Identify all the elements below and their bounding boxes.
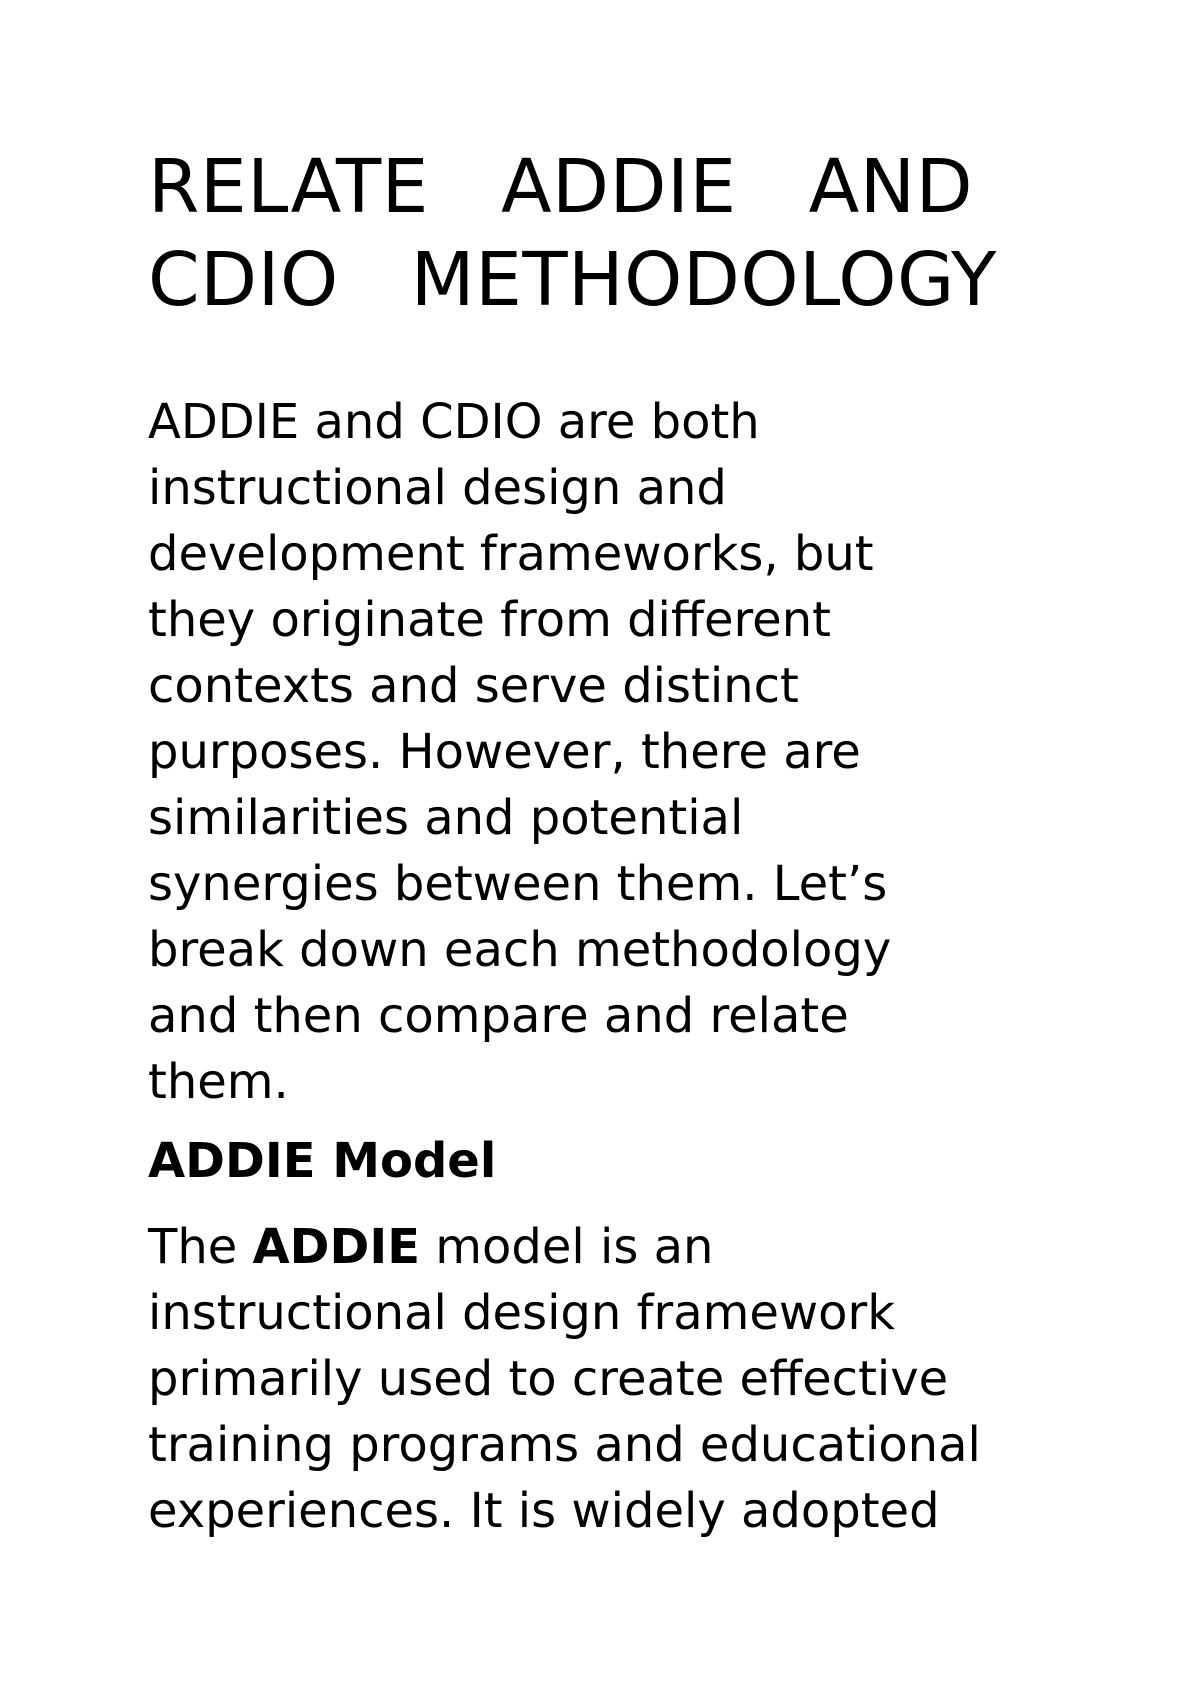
intro-line: instructional design and <box>148 460 727 516</box>
section-para-line: experiences. It is widely adopted <box>148 1483 940 1539</box>
title-line-1 <box>148 144 974 230</box>
intro-line: and then compare and relate <box>148 988 849 1044</box>
title-word: RELATE <box>148 144 429 230</box>
title-word: AND <box>808 144 974 230</box>
para-text: The <box>148 1219 253 1275</box>
title-line-2 <box>148 237 997 323</box>
section-para-first-line <box>148 1219 714 1275</box>
section-para-line: primarily used to create effective <box>148 1351 949 1407</box>
intro-line: purposes. However, there are <box>148 724 861 780</box>
intro-line: similarities and potential <box>148 790 744 846</box>
para-bold-text: ADDIE <box>252 1219 421 1275</box>
intro-line: them. <box>148 1054 289 1110</box>
para-text: model is an <box>420 1219 714 1275</box>
intro-line: synergies between them. Let’s <box>148 856 888 912</box>
title-word: CDIO <box>148 237 339 323</box>
intro-line: break down each methodology <box>148 922 892 978</box>
section-para-line: instructional design framework <box>148 1285 896 1341</box>
title-word: ADDIE <box>500 144 737 230</box>
section-heading: ADDIE Model <box>148 1133 497 1189</box>
intro-line: development frameworks, but <box>148 526 874 582</box>
section-para-line: training programs and educational <box>148 1417 981 1473</box>
intro-line: contexts and serve distinct <box>148 658 799 714</box>
title-word: METHODOLOGY <box>410 237 997 323</box>
intro-line: they originate from different <box>148 592 831 648</box>
intro-line: ADDIE and CDIO are both <box>148 394 760 450</box>
